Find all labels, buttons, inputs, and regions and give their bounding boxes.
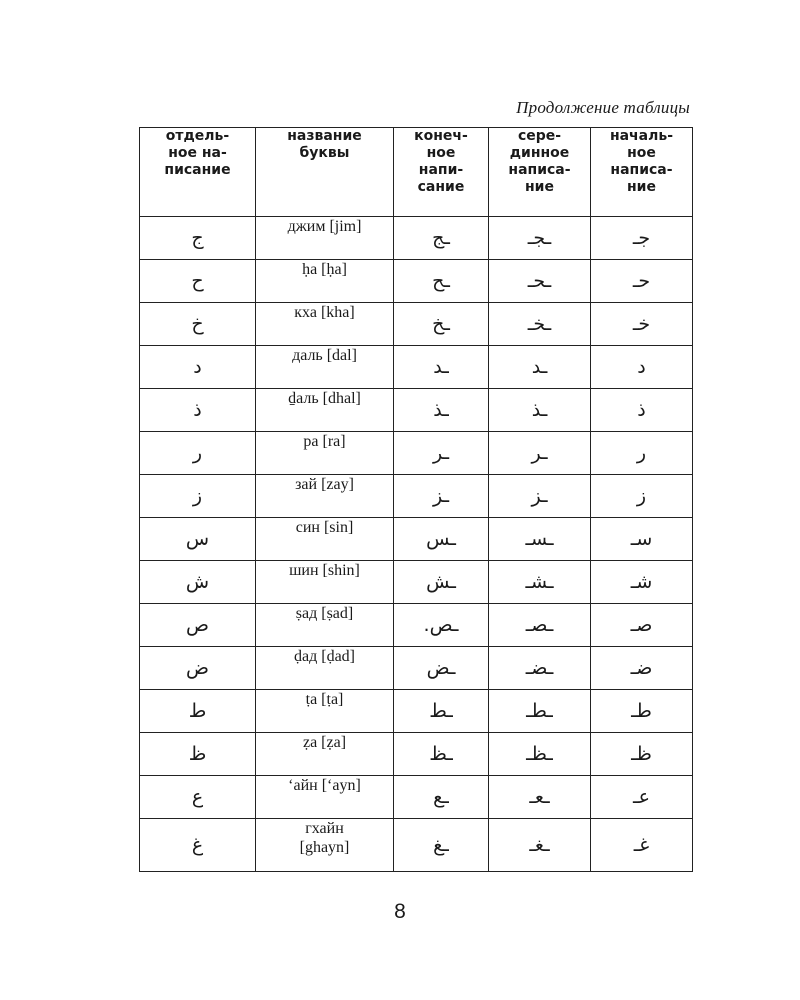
initial-form-cell: طـ xyxy=(591,690,693,733)
isolated-form-cell: ط xyxy=(140,690,256,733)
table-row xyxy=(140,389,693,432)
page-number: 8 xyxy=(394,900,406,923)
isolated-form-cell: ذ xyxy=(140,389,256,432)
header-final: конеч- ное напи- сание xyxy=(394,128,489,217)
table-row xyxy=(140,346,693,389)
letter-name-cell: зай [zay] xyxy=(256,475,394,518)
header-isolated: отдель- ное на- писание xyxy=(140,128,256,217)
isolated-form-cell: ح xyxy=(140,260,256,303)
letter-name-cell: син [sin] xyxy=(256,518,394,561)
initial-form-cell: د xyxy=(591,346,693,389)
medial-form-cell: ـر xyxy=(489,432,591,475)
final-form-cell: ـش xyxy=(394,561,489,604)
initial-form-cell: ذ xyxy=(591,389,693,432)
table-row xyxy=(140,561,693,604)
letter-name-cell: даль [dal] xyxy=(256,346,394,389)
medial-form-cell: ـسـ xyxy=(489,518,591,561)
table-body xyxy=(140,217,693,872)
table-row xyxy=(140,217,693,260)
final-form-cell: ـد xyxy=(394,346,489,389)
medial-form-cell: ـعـ xyxy=(489,776,591,819)
initial-form-cell: شـ xyxy=(591,561,693,604)
letter-name-cell: ра [ra] xyxy=(256,432,394,475)
table-row xyxy=(140,604,693,647)
table-row xyxy=(140,475,693,518)
final-form-cell: ـض xyxy=(394,647,489,690)
initial-form-cell: ظـ xyxy=(591,733,693,776)
final-form-cell: ـخ xyxy=(394,303,489,346)
initial-form-cell: ضـ xyxy=(591,647,693,690)
medial-form-cell: ـخـ xyxy=(489,303,591,346)
table-row xyxy=(140,647,693,690)
final-form-cell: ـر xyxy=(394,432,489,475)
final-form-cell: ـذ xyxy=(394,389,489,432)
letter-name-cell: гхайн [ghayn] xyxy=(256,819,394,872)
isolated-form-cell: ج xyxy=(140,217,256,260)
letter-name-cell: шин [shin] xyxy=(256,561,394,604)
table-row xyxy=(140,776,693,819)
letter-name-cell: ḏаль [dhal] xyxy=(256,389,394,432)
table-row xyxy=(140,690,693,733)
table-continuation-caption: Продолжение таблицы xyxy=(516,98,690,117)
table-row xyxy=(140,819,693,872)
initial-form-cell: غـ xyxy=(591,819,693,872)
initial-form-cell: ز xyxy=(591,475,693,518)
medial-form-cell: ـغـ xyxy=(489,819,591,872)
final-form-cell: ـص. xyxy=(394,604,489,647)
isolated-form-cell: د xyxy=(140,346,256,389)
table-row xyxy=(140,303,693,346)
letter-name-cell: кха [kha] xyxy=(256,303,394,346)
medial-form-cell: ـز xyxy=(489,475,591,518)
initial-form-cell: سـ xyxy=(591,518,693,561)
initial-form-cell: جـ xyxy=(591,217,693,260)
letter-name-cell: ḥа [ḥa] xyxy=(256,260,394,303)
initial-form-cell: صـ xyxy=(591,604,693,647)
final-form-cell: ـظ xyxy=(394,733,489,776)
arabic-letters-table xyxy=(139,127,693,872)
letter-name-cell: ṭа [ṭa] xyxy=(256,690,394,733)
isolated-form-cell: ز xyxy=(140,475,256,518)
initial-form-cell: عـ xyxy=(591,776,693,819)
initial-form-cell: خـ xyxy=(591,303,693,346)
isolated-form-cell: ع xyxy=(140,776,256,819)
final-form-cell: ـس xyxy=(394,518,489,561)
letter-name-cell: джим [jim] xyxy=(256,217,394,260)
isolated-form-cell: ص xyxy=(140,604,256,647)
final-form-cell: ـح xyxy=(394,260,489,303)
medial-form-cell: ـذ xyxy=(489,389,591,432)
isolated-form-cell: غ xyxy=(140,819,256,872)
medial-form-cell: ـشـ xyxy=(489,561,591,604)
medial-form-cell: ـضـ xyxy=(489,647,591,690)
table-row xyxy=(140,260,693,303)
medial-form-cell: ـظـ xyxy=(489,733,591,776)
final-form-cell: ـغ xyxy=(394,819,489,872)
isolated-form-cell: ر xyxy=(140,432,256,475)
medial-form-cell: ـد xyxy=(489,346,591,389)
medial-form-cell: ـطـ xyxy=(489,690,591,733)
isolated-form-cell: س xyxy=(140,518,256,561)
table-header-row xyxy=(140,128,693,217)
medial-form-cell: ـجـ xyxy=(489,217,591,260)
table-row xyxy=(140,432,693,475)
isolated-form-cell: ظ xyxy=(140,733,256,776)
table-row xyxy=(140,518,693,561)
isolated-form-cell: ش xyxy=(140,561,256,604)
medial-form-cell: ـحـ xyxy=(489,260,591,303)
letter-name-cell: ṣад [ṣad] xyxy=(256,604,394,647)
medial-form-cell: ـصـ xyxy=(489,604,591,647)
header-medial: сере- динное написа- ние xyxy=(489,128,591,217)
letter-name-cell: ẓа [ẓa] xyxy=(256,733,394,776)
table-row xyxy=(140,733,693,776)
final-form-cell: ـع xyxy=(394,776,489,819)
initial-form-cell: حـ xyxy=(591,260,693,303)
final-form-cell: ـط xyxy=(394,690,489,733)
letter-name-cell: ḍад [ḍad] xyxy=(256,647,394,690)
final-form-cell: ـج xyxy=(394,217,489,260)
isolated-form-cell: ض xyxy=(140,647,256,690)
header-letter-name: название буквы xyxy=(256,128,394,217)
initial-form-cell: ر xyxy=(591,432,693,475)
isolated-form-cell: خ xyxy=(140,303,256,346)
final-form-cell: ـز xyxy=(394,475,489,518)
letter-name-cell: ‘айн [‘ayn] xyxy=(256,776,394,819)
header-initial: началь- ное написа- ние xyxy=(591,128,693,217)
